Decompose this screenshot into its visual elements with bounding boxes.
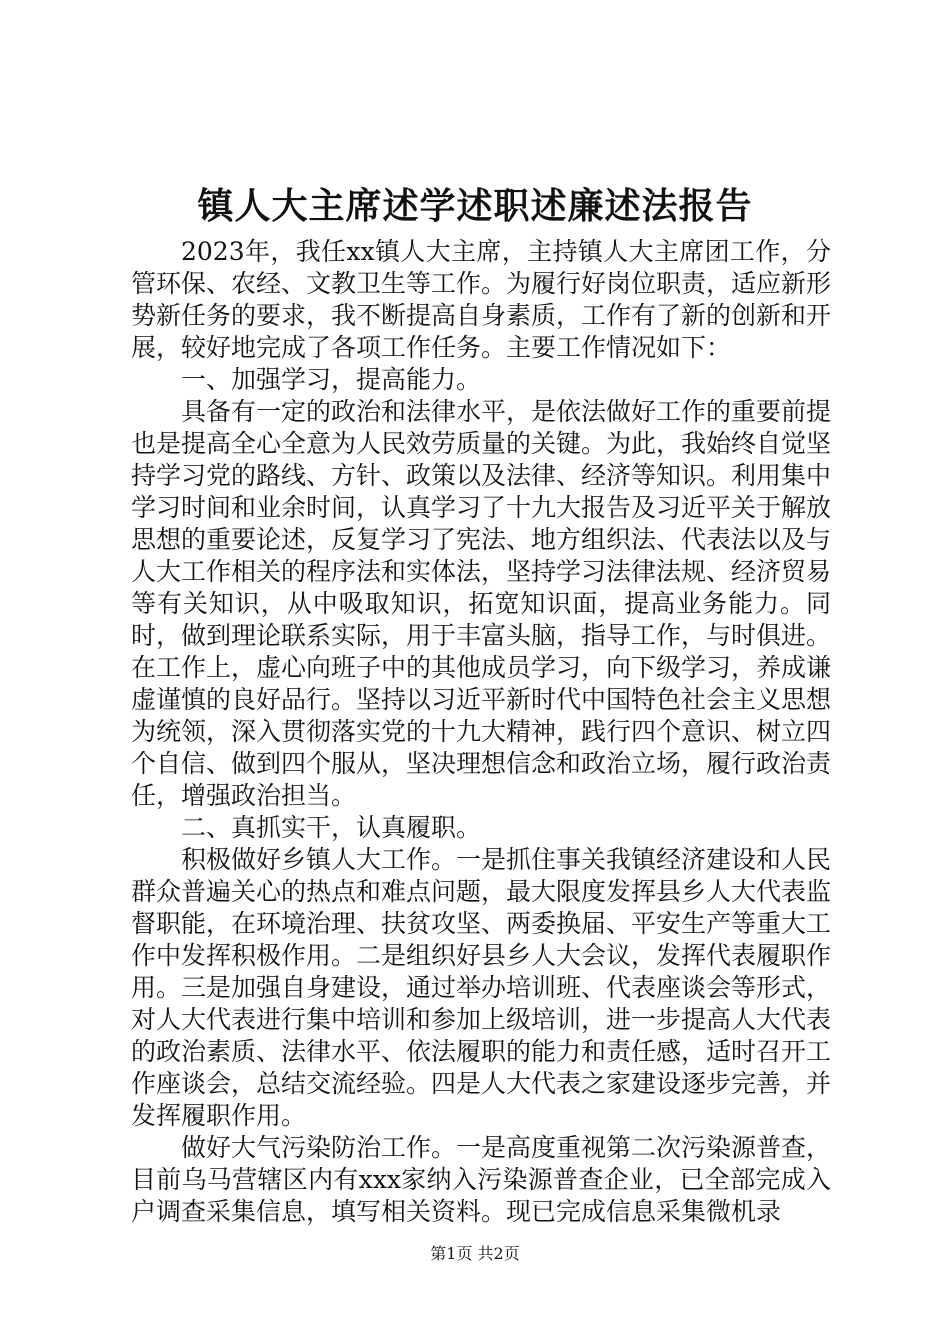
document-title: 镇人大主席述学述职述廉述法报告 — [197, 185, 753, 227]
paragraph-intro: 2023年，我任xx镇人大主席，主持镇人大主席团工作，分管环保、农经、文教卫生等工作。为履行好岗位职责，适应新形势新任务的要求，我不断提高自身素质，工作有了新的创新和开展，较好地完成了各项工作任务。主要工作情况如下： — [131, 237, 832, 362]
section-heading-1: 一、加强学习，提高能力。 — [181, 365, 482, 394]
paragraph-npc-work: 积极做好乡镇人大工作。一是抓住事关我镇经济建设和人民群众普遍关心的热点和难点问题，最大限度发挥县乡人大代表监督职能，在环境治理、扶贫攻坚、两委换届、平安生产等重大工作中发挥积极作用。二是组织好县乡人大会议，发挥代表履职作用。三是加强自身建设，通过举办培训班、代表座谈会等形式，对人大代表进行集中培训和参加上级培训，进一步提高人大代表的政治素质、法律水平、依法履职的能力和责任感，适时召开工作座谈会，总结交流经验。四是人大代表之家建设逐步完善，并发挥履职作用。 — [131, 845, 832, 1130]
section-heading-2: 二、真抓实干，认真履职。 — [181, 813, 482, 842]
paragraph-study: 具备有一定的政治和法律水平，是依法做好工作的重要前提也是提高全心全意为人民效劳质量的关键。为此，我始终自觉坚持学习党的路线、方针、政策以及法律、经济等知识。利用集中学习时间和业余时间，认真学习了十九大报告及习近平关于解放思想的重要论述，反复学习了宪法、地方组织法、代表法以及与人大工作相关的程序法和实体法，坚持学习法律法规、经济贸易等有关知识，从中吸取知识，拓宽知识面，提高业务能力。同时，做到理论联系实际，用于丰富头脑，指导工作，与时俱进。在工作上，虚心向班子中的其他成员学习，向下级学习，养成谦虚谨慎的良好品行。坚持以习近平新时代中国特色社会主义思想为统领，深入贯彻落实党的十九大精神，践行四个意识、树立四个自信、做到四个服从，坚决理想信念和政治立场，履行政治责任，增强政治担当。 — [131, 397, 832, 810]
page-number: 第1页 共2页 — [430, 1244, 520, 1263]
document-body — [131, 236, 831, 1228]
paragraph-pollution: 做好大气污染防治工作。一是高度重视第二次污染源普查，目前乌马营辖区内有xxx家纳入污染源普查企业，已全部完成入户调查采集信息，填写相关资料。现已完成信息采集微机录 — [131, 1133, 832, 1226]
